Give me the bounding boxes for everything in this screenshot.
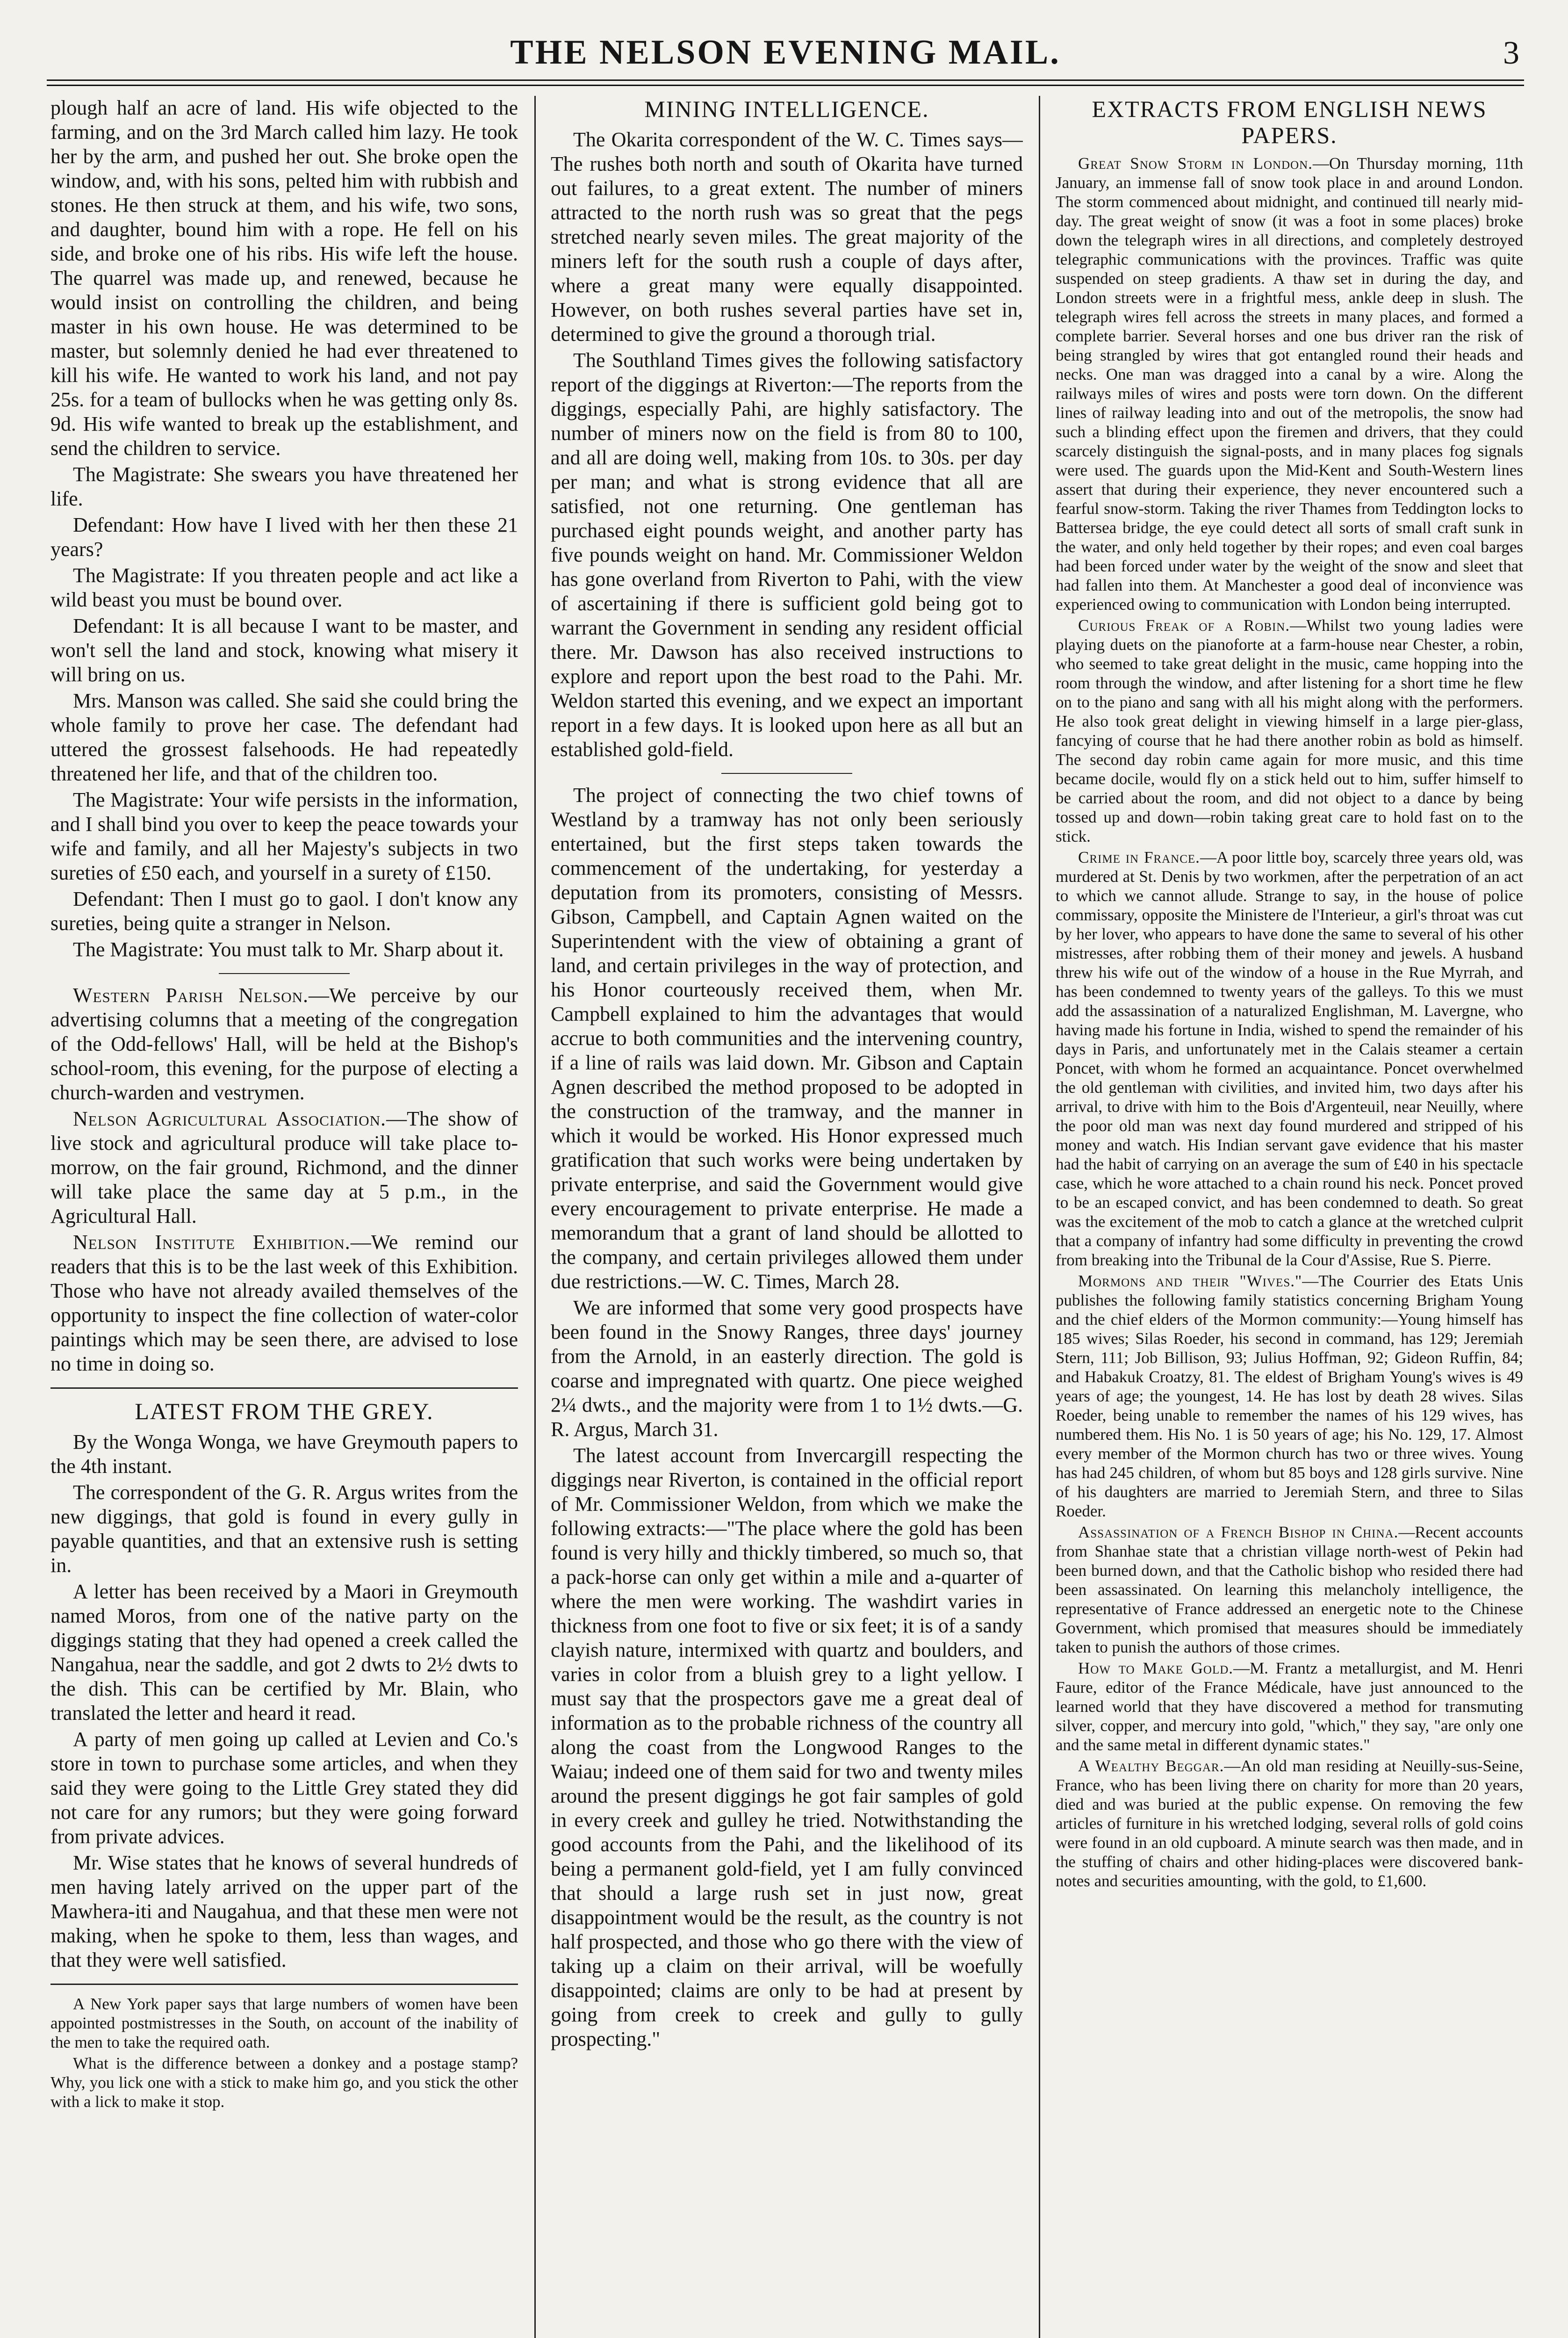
- court-paragraph: The Magistrate: Your wife persists in the information, and I shall bind you over to keep the peace towards your wife and family, and all her Majesty's subjects in two sureties of £50 each, and yourself in a surety of £150.: [50, 788, 518, 884]
- section-rule: [50, 1984, 518, 1985]
- item-body: —An old man residing at Neuilly-sus-Seine, France, who has been living there on charity for more than 20 years, died and was buried at the public expense. On removing the few articles of furniture in his wretched lodging, several rolls of gold coins were found in an old cupboard. A minute search was then made, and in the stuffing of chairs and other hiding-places were discovered bank-notes and securities amounting, with the gold, to £1,600.: [1056, 1757, 1523, 1890]
- court-paragraph: The Magistrate: If you threaten people and act like a wild beast you must be bound over.: [50, 564, 518, 611]
- fillers: [50, 1994, 518, 2111]
- filler-paragraph: What is the difference between a donkey and a postage stamp? Why, you lick one with a stick to make him go, and you stick the other with a lick to make it stop.: [50, 2054, 518, 2111]
- masthead-rule: [47, 79, 1524, 86]
- mining-paragraph: The Okarita correspondent of the W. C. Times says—The rushes both north and south of Okarita have turned out failures, to a great extent. The number of miners attracted to the north rush was so great that the pegs stretched nearly seven miles. The great majority of the miners left for the south rush a couple of days after, where a great many were equally disappointed. However, on both rushes several parties have set in, determined to give the ground a thorough trial.: [551, 128, 1023, 346]
- extract-item: [1056, 1271, 1523, 1521]
- grey-paragraph: By the Wonga Wonga, we have Greymouth papers to the 4th instant.: [50, 1430, 518, 1478]
- grey-paragraph: A party of men going up called at Levien and Co.'s store in town to purchase some articles, and when they said they were going to the Little Grey stated they did not care for any rumors; but they were going forward from private advices.: [50, 1728, 518, 1848]
- section-rule: [721, 773, 852, 774]
- item-body: —On Thursday morning, 11th January, an immense fall of snow took place in and around London. The storm commenced about midnight, and continued till nearly mid-day. The great weight of snow (it was a foot in some places) broke down the telegraph wires in all directions, and completely destroyed telegraphic communications with the provinces. Traffic was quite suspended on steep gradients. A thaw set in during the day, and London streets were in a frightful mess, ankle deep in slush. The telegraph wires fell across the streets in many places, and formed a complete barrier. Several horses and one bus driver ran the risk of being strangled by wires that got entangled round their heads and necks. One man was dragged into a canal by a wire. Along the railways miles of wires and posts were torn down. On the different lines of railway leading into and out of the metropolis, the snow had such a blinding effect upon the firemen and drivers, that they could scarcely distinguish the signal-posts, and in many places fog signals were used. The guards upon the Mid-Kent and South-Western lines assert that during their experience, they never encountered such a fearful snow-storm. Taking the river Thames from Teddington locks to Battersea bridge, the eye could detect all sorts of small craft sunk in the water, and only held together by their ropes; and even coal barges had been forced under water by the weight of the snow and sleet that had fallen into them. At Manchester a good deal of inconvience was experienced owing to communication with London being interrupted.: [1056, 154, 1523, 613]
- section-heading-extracts: EXTRACTS FROM ENGLISH NEWS PAPERS.: [1092, 96, 1487, 148]
- grey-paragraph: The correspondent of the G. R. Argus writes from the new diggings, that gold is found in every gully in payable quantities, and that an extensive rush is setting in.: [50, 1481, 518, 1577]
- column-3: [1056, 96, 1523, 2338]
- item-body: —M. Frantz a metallurgist, and M. Henri Faure, editor of the France Médicale, have just announced to the learned world that they have discovered a method for transmuting silver, copper, and mercury into gold, "which," they say, "are only one and the same metal in different dynamic states.": [1056, 1659, 1523, 1754]
- extract-item: [1056, 1523, 1523, 1657]
- item-head: Curious Freak of a Robin.: [1078, 616, 1290, 635]
- column-divider: [1039, 96, 1040, 2338]
- item-head: Western Parish Nelson.: [73, 984, 309, 1007]
- newspaper-title: THE NELSON EVENING MAIL.: [510, 33, 1061, 72]
- column-2: [551, 96, 1023, 2338]
- item-body: —The Courrier des Etats Unis publishes the following family statistics concerning Brigham Young and the chief elders of the Mormon community:—Young himself has 185 wives; Silas Roeder, his second in command, has 129; Jeremiah Stern, 111; Job Billison, 93; Julius Hoffman, 92; Gideon Ruffin, 84; and Habakuk Croatzy, 81. The eldest of Brigham Young's wives is 49 years of age; the youngest, 14. He has lost by death 28 wives. Silas Roeder, being unable to remember the names of his 129 wives, has numbered them. His No. 1 is 50 years of age; his No. 129, 17. Almost every member of the Mormon church has two or three wives. Young has had 245 children, of whom but 85 boys and 128 girls survive. Nine of his daughters are married to Jeremiah Stern, and three to Silas Roeder.: [1056, 1272, 1523, 1520]
- mining-paragraph: We are informed that some very good prospects have been found in the Snowy Ranges, three days' journey from the Arnold, in an easterly direction. The gold is coarse and impregnated with quartz. One piece weighed 2¼ dwts., and the majority were from 1 to 1½ dwts.—G. R. Argus, March 31.: [551, 1296, 1023, 1441]
- item-head: Mormons and their "Wives.": [1078, 1272, 1302, 1290]
- mining-paragraph: The project of connecting the two chief towns of Westland by a tramway has not only been seriously entertained, but the first steps taken towards the commencement of the undertaking, for yesterday a deputation from its promoters, consisting of Messrs. Gibson, Campbell, and Captain Agnen waited on the Superintendent with the view of obtaining a grant of land, and certain privileges in the way of protection, and his Honor courteously received them, when Mr. Campbell explained to him the advantages that would accrue to both communities and the intervening country, if a line of rails was laid down. Mr. Gibson and Captain Agnen described the method proposed to be adopted in the construction of the tramway, and the manner in which it would be worked. His Honor expressed much gratification that such works were being undertaken by private enterprise, and said the Government would give every encouragement to private enterprise. He made a memorandum that a grant of land should be allotted to the company, and certain privileges allowed them under due restrictions.—W. C. Times, March 28.: [551, 784, 1023, 1293]
- item-body: —A poor little boy, scarcely three years old, was murdered at St. Denis by two workmen, after the perpetration of an act to which we cannot allude. Strange to say, in the house of police commissary, opposite the Ministere de l'Interieur, a girl's throat was cut by her lover, who appears to have done the same to several of his other mistresses, after robbing them of their money and jewels. A husband threw his wife out of the window of a house in the Rue Myrrah, and has been condemned to twenty years of the galleys. To this we must add the assassination of a naturalized Englishman, M. Lavergne, who having made his fortune in India, wished to spend the remainder of his days in Paris, and unfortunately met in the Calais steamer a certain Poncet, with whom he formed an acquaintance. Poncet overwhelmed the old gentleman with civilities, and invited him, two days after his arrival, to drive with him to the Bois d'Argenteuil, near Neuilly, where the poor old man was next day found murdered and stripped of his money and watch. His Indian servant gave evidence that his master had the habit of carrying on an average the sum of £40 in his spectacle case, which he wore attached to a chain round his neck. Poncet proved to be an escaped convict, and has been condemned to death. So great was the excitement of the mob to catch a glance at the wretched culprit that a company of infantry had some difficulty in preventing the crowd from breaking into the Tribunal de la Cour d'Assise, Rue S. Pierre.: [1056, 848, 1523, 1269]
- section-rule: [50, 1387, 518, 1389]
- item-body: —Recent accounts from Shanhae state that a christian village north-west of Pekin had been burned down, and that the Catholic bishop who resided there had been assassinated. On learning this melancholy intelligence, the representative of France addressed an energetic note to the Chinese Government, which promised that measures should be immediately taken to punish the authors of those crimes.: [1056, 1523, 1523, 1656]
- extract-item: [1056, 1659, 1523, 1754]
- item-body: —Whilst two young ladies were playing duets on the pianoforte at a farm-house near Chester, a robin, who seemed to take great delight in the music, came hopping into the room through the window, and after listening for a short time he flew on to the piano and sang with all his might along with the performers. He also took great delight in viewing himself in a large pier-glass, fancying of course that he had there another robin as bold as himself. The second day robin came again for more music, and this time became docile, would fly on a stick held out to him, suffer himself to be carried about the room, and did not object to a dance by being tossed up and down—robin taking great care to hold fast on to the stick.: [1056, 616, 1523, 845]
- section-heading-mining: MINING INTELLIGENCE.: [644, 96, 929, 122]
- news-item-institute: [50, 1230, 518, 1376]
- extract-item: [1056, 1756, 1523, 1891]
- item-body: —The show of live stock and agricultural produce will take place to-morrow, on the fair ground, Richmond, and the dinner will take place the same day at 5 p.m., in the Agricultural Hall.: [50, 1107, 518, 1227]
- court-paragraph: The Magistrate: You must talk to Mr. Sharp about it.: [73, 938, 504, 961]
- item-body: —We remind our readers that this is to be the last week of this Exhibition. Those who have not already availed themselves of the opportunity to inspect the fine collection of water-color paintings which may be seen there, are advised to lose no time in doing so.: [50, 1231, 518, 1375]
- item-head: Crime in France.: [1078, 848, 1200, 866]
- news-item-western-parish: [50, 983, 518, 1105]
- item-head: Assassination of a French Bishop in China.: [1078, 1523, 1399, 1541]
- court-paragraph: Defendant: It is all because I want to be master, and won't sell the land and stock, knowing what misery it will bring on us.: [50, 614, 518, 686]
- column-1: [50, 96, 518, 2338]
- grey-paragraph: A letter has been received by a Maori in Greymouth named Moros, from one of the native party on the diggings stating that they had opened a creek called the Nangahua, near the saddle, and got 2 dwts to 2½ dwts to the dish. This can be certified by Mr. Blain, who translated the letter and heard it read.: [50, 1580, 518, 1725]
- court-paragraph: The Magistrate: She swears you have threatened her life.: [50, 463, 518, 510]
- page-number: 3: [1503, 35, 1519, 71]
- court-paragraph: Defendant: How have I lived with her then these 21 years?: [50, 513, 518, 561]
- mining-paragraph: The latest account from Invercargill respecting the diggings near Riverton, is contained in the official report of Mr. Commissioner Weldon, from which we make the following extracts:—"The place where the gold has been found is very hilly and thickly timbered, so much so, that a pack-horse can only get within a mile and a-quarter of where the men were working. The washdirt varies in thickness from one foot to five or six feet; it is of a sandy clayish nature, intermixed with quartz and boulders, and varies in color from a bluish grey to a light yellow. I must say that the prospectors gave me a great deal of information as to the probable richness of the country all along the coast from the Longwood Ranges to the Waiau; indeed one of them said for two and twenty miles around the present diggings he got fair samples of gold in every creek and gulley he tried. Notwithstanding the good accounts from the Pahi, and the likelihood of its being a permanent gold-field, yet I am fully convinced that should a large rush set in just now, great disappointment would be the result, as the country is not half prospected, and those who go there with the view of taking up a claim on their arrival, will be woefully disappointed; claims are only to be had at present by going from creek to creek and gully to gully prospecting.": [551, 1444, 1023, 2050]
- item-head: How to Make Gold.: [1078, 1659, 1234, 1677]
- filler-paragraph: A New York paper says that large numbers of women have been appointed postmistresses in the South, on account of the inability of the men to take the required oath.: [50, 1995, 518, 2051]
- court-paragraph: Mrs. Manson was called. She said she could bring the whole family to prove her case. The defendant had uttered the grossest falsehoods. He had repeatedly threatened her life, and that of the children too.: [50, 689, 518, 785]
- extract-item: [1056, 616, 1523, 846]
- news-item-agricultural: [50, 1107, 518, 1228]
- mining-paragraph: The Southland Times gives the following satisfactory report of the diggings at Riverton:—The reports from the diggings, especially Pahi, are highly satisfactory. The number of miners now on the field is from 80 to 100, and all are doing well, making from 10s. to 30s. per day per man; and what is strong evidence that all are satisfied, not one returning. One gentleman has purchased eight pounds weight, and another party has five pounds weight on hand. Mr. Commissioner Weldon has gone overland from Riverton to Pahi, with the view of ascertaining if there is sufficient gold being got to warrant the Government in sending any resident official there. Mr. Dawson has also received instructions to explore and report upon the best road to the Pahi. Mr. Weldon started this evening, and we expect an important report in a few days. It is looked upon here as all but an established gold-field.: [551, 349, 1023, 761]
- extract-item: [1056, 848, 1523, 1270]
- item-head: Great Snow Storm in London.: [1078, 154, 1313, 173]
- item-head: Nelson Agricultural Association.: [73, 1107, 387, 1130]
- item-head: A Wealthy Beggar.: [1078, 1757, 1224, 1775]
- section-rule: [219, 973, 350, 974]
- grey-paragraph: Mr. Wise states that he knows of several hundreds of men having lately arrived on the upper part of the Mawhera-iti and Naugahua, and that these men were not making, when he spoke to them, less than wages, and that they were well satisfied.: [50, 1851, 518, 1971]
- item-body: —We perceive by our advertising columns that a meeting of the congregation of the Odd-fellows' Hall, will be held at the Bishop's school-room, this evening, for the purpose of electing a church-warden and vestrymen.: [50, 984, 518, 1104]
- extract-item: [1056, 154, 1523, 614]
- section-heading-grey: LATEST FROM THE GREY.: [135, 1398, 434, 1424]
- court-paragraph: Defendant: Then I must go to gaol. I don't know any sureties, being quite a stranger in Nelson.: [50, 888, 518, 935]
- item-head: Nelson Institute Exhibition.: [73, 1231, 351, 1254]
- masthead: [47, 23, 1524, 84]
- column-divider: [534, 96, 536, 2338]
- court-paragraph: plough half an acre of land. His wife objected to the farming, and on the 3rd March called him lazy. He took her by the arm, and pushed her out. She broke open the window, and, with his sons, pelted him with rubbish and stones. He then struck at them, and his wife, two sons, and daughter, bound him with a rope. He fell on his side, and broke one of his ribs. His wife left the house. The quarrel was made up, and renewed, because he would insist on controlling the children, and being master in his own house. He was determined to be master, but solemnly denied he had ever threatened to kill his wife. He wanted to work his land, and not pay 25s. for a team of bullocks when he was getting only 8s. 9d. His wife wanted to break up the establishment, and send the children to service.: [50, 96, 518, 460]
